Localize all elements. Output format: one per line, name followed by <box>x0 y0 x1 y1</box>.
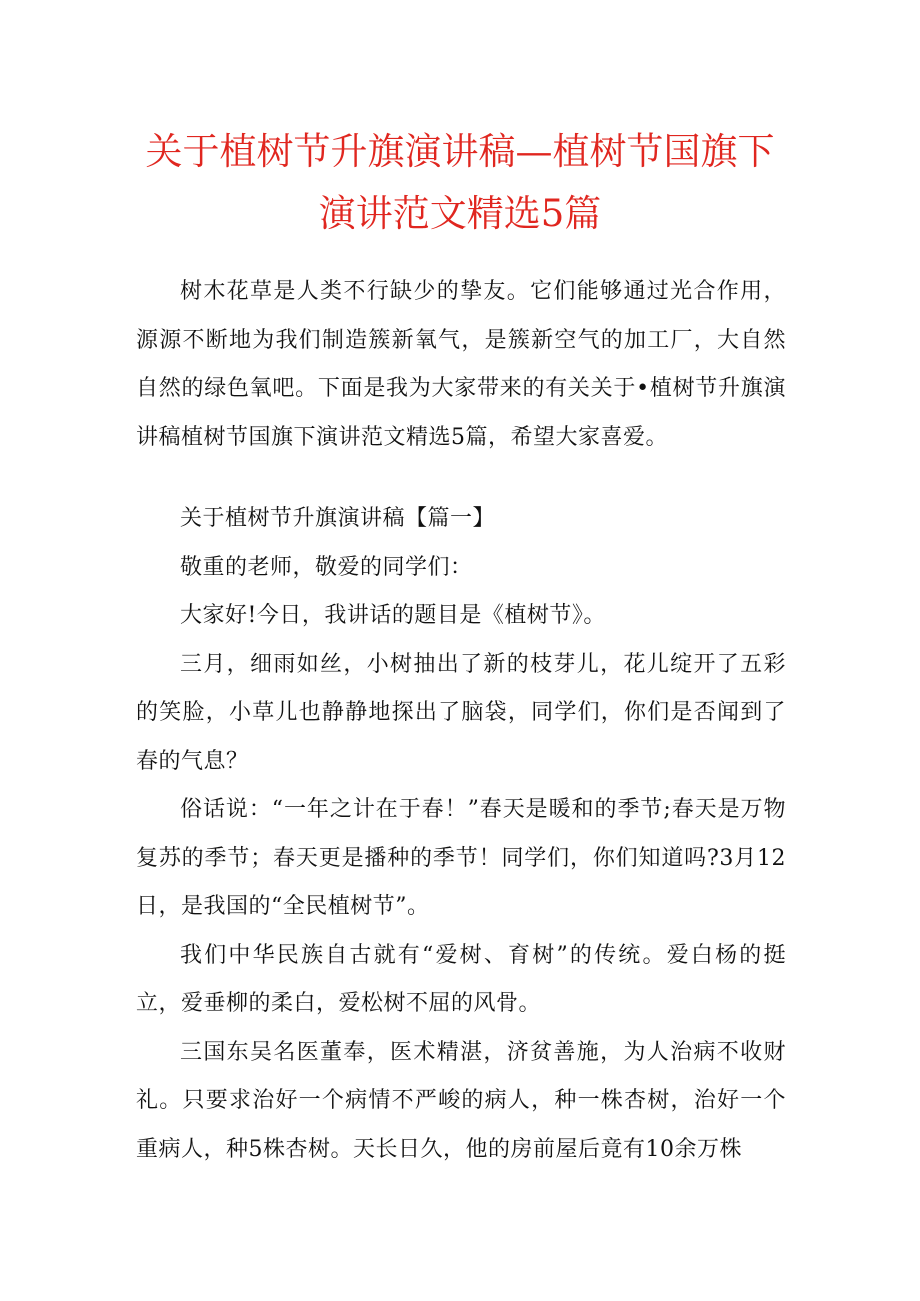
document-title-line-2: 演讲范文精选5篇 <box>318 192 602 235</box>
body-paragraph: 我们中华民族自古就有“爱树、育树”的传统。爱白杨的挺立，爱垂柳的柔白，爱松树不屈的风骨。 <box>136 942 786 1016</box>
salutation-paragraph: 敬重的老师，敬爱的同学们： <box>180 554 473 580</box>
document-title-line-1: 关于植树节升旗演讲稿—植树节国旗下 <box>145 130 775 173</box>
body-paragraph: 三国东吴名医董奉，医术精湛，济贫善施，为人治病不收财礼。只要求治好一个病情不严峻的病人，种一株杏树，治好一个重病人，种5株杏树。天长日久，他的房前屋后竟有10余万株 <box>136 1039 786 1162</box>
document-body <box>136 268 786 1174</box>
greeting-paragraph: 大家好!今日，我讲话的题目是《植树节》。 <box>180 603 606 628</box>
section-heading: 关于植树节升旗演讲稿【篇一】 <box>180 506 496 531</box>
body-paragraph: 三月，细雨如丝，小树抽出了新的枝芽儿，花儿绽开了五彩的笑脸，小草儿也静静地探出了脑袋，同学们，你们是否闻到了春的气息？ <box>136 651 786 774</box>
intro-paragraph: 树木花草是人类不行缺少的挚友。它们能够通过光合作用，源源不断地为我们制造簇新氧气，是簇新空气的加工厂，大自然自然的绿色氧吧。下面是我为大家带来的有关关于•植树节升旗演讲稿植树节国旗下演讲范文精选5篇，希望大家喜爱。 <box>136 279 786 450</box>
body-paragraph: 俗话说：“一年之计在于春！”春天是暖和的季节;春天是万物复苏的季节；春天更是播种的季节！同学们，你们知道吗?3月12日，是我国的“全民植树节”。 <box>136 797 786 919</box>
